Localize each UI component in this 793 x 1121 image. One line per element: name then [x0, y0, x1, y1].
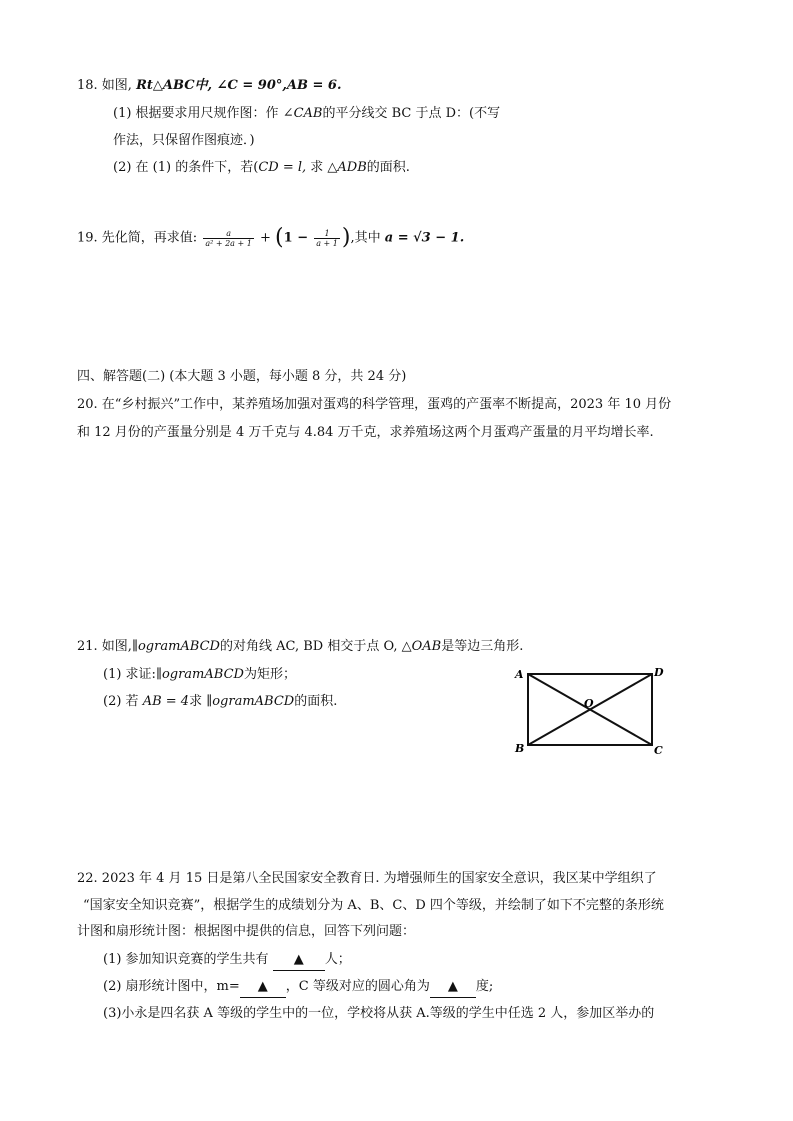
q18-stem-math: Rt△ABC中, ∠C = 90°,AB = 6.	[136, 78, 342, 93]
q18-part2-text-b: 求 △	[306, 160, 338, 175]
q18-part1	[113, 104, 500, 124]
q21-stem-text-b: 的对角线 AC, BD 相交于点 O, △	[219, 639, 412, 654]
q21-part1-text-a: (1) 求证:	[103, 667, 156, 682]
q22-part1-text-b: 人；	[324, 952, 351, 967]
q19-prefix: 19. 先化简，再求值:	[77, 230, 198, 246]
q18-part2-text-a: (2) 在 (1) 的条件下，若(	[113, 160, 259, 175]
q22-part2-text-b: ，C 等级对应的圆心角为	[285, 979, 430, 994]
q20-line-1: 20. 在“乡村振兴”工作中，某养殖场加强对蛋鸡的科学管理，蛋鸡的产蛋率不断提高，2023 年 10 月份	[77, 397, 672, 412]
q18-part2	[113, 158, 410, 178]
q21-part1-math: ∥ogramABCD	[155, 667, 244, 682]
q19-paren-open: (	[275, 225, 284, 250]
q22-part2	[103, 977, 493, 998]
q21-part2-math2: ∥ogramABCD	[206, 694, 295, 709]
q21-stem-text-a: 21. 如图,	[77, 639, 132, 654]
q22-line-2: “国家安全知识竞赛”，根据学生的成绩划分为 A、B、C、D 四个等级，并绘制了如下不完整的条形统	[83, 898, 664, 913]
q22-part1	[103, 950, 351, 971]
q22-answer-blank-3[interactable]: ▲	[430, 977, 476, 998]
q19-frac2-denominator: a + 1	[316, 238, 338, 248]
q19-plus: +	[259, 230, 271, 246]
q21-stem	[77, 637, 523, 657]
q18-part1-text-a: (1) 根据要求用尺规作图：作	[113, 106, 283, 121]
q18-part1-math: ∠CAB	[282, 106, 323, 121]
q21-part1	[103, 665, 296, 685]
q19-frac1-numerator: a	[203, 229, 254, 239]
q19-one-minus: 1 −	[283, 230, 309, 246]
vertex-label-a: A	[515, 668, 524, 681]
q18-part2-math1: CD = l,	[258, 160, 307, 175]
q22-answer-blank-2[interactable]: ▲	[240, 977, 286, 998]
q19-stem	[77, 226, 464, 251]
q19-suffix-math: a = √3 − 1.	[384, 230, 465, 246]
q21-part1-text-b: 为矩形；	[243, 667, 296, 682]
q19-fraction-2	[314, 229, 340, 248]
q18-stem	[77, 76, 342, 96]
q18-part1-cont: 作法，只保留作图痕迹．)	[113, 133, 255, 148]
q18-stem-prefix: 18. 如图,	[77, 78, 132, 93]
q22-line-1: 22. 2023 年 4 月 15 日是第八全民国家安全教育日. 为增强师生的国家安全意识，我区某中学组织了	[77, 871, 657, 886]
q19-fraction-1	[203, 229, 254, 248]
vertex-label-b: B	[515, 742, 525, 755]
q19-frac2-numerator: 1	[314, 229, 340, 239]
q22-part3: (3)小永是四名获 A 等级的学生中的一位，学校将从获 A.等级的学生中任选 2 人，参加区举办的	[103, 1006, 655, 1021]
q21-stem-math1: ∥ogramABCD	[131, 639, 220, 654]
q22-part1-text-a: (1) 参加知识竞赛的学生共有	[103, 952, 273, 967]
q21-part2-text-c: 的面积.	[294, 694, 338, 709]
q18-part1-text-b: 的平分线交 BC 于点 D：(不写	[322, 106, 501, 121]
q22-part2-text-c: 度;	[475, 979, 494, 994]
q21-part2-text-b: 求	[189, 694, 207, 709]
section-4-heading: 四、解答题(二) (本大题 3 小题，每小题 8 分，共 24 分)	[77, 369, 407, 384]
q21-stem-text-c: 是等边三角形.	[441, 639, 524, 654]
q22-answer-blank-1[interactable]: ▲	[273, 950, 325, 971]
q19-frac1-denominator: a² + 2a + 1	[205, 238, 252, 248]
rectangle-abcd-figure	[512, 662, 672, 757]
q18-part2-text-c: 的面积.	[366, 160, 410, 175]
q20-line-2: 和 12 月份的产蛋量分别是 4 万千克与 4.84 万千克，求养殖场这两个月蛋鸡产蛋量的月平均增长率.	[77, 425, 654, 440]
q22-line-3: 计图和扇形统计图：根据图中提供的信息，回答下列问题：	[77, 924, 416, 939]
vertex-label-c: C	[654, 744, 663, 757]
q21-stem-math2: OAB	[411, 639, 442, 654]
q18-part2-math2: ADB	[337, 160, 367, 175]
center-label-o: O	[584, 697, 594, 710]
q19-suffix-text: ,其中	[350, 230, 385, 246]
vertex-label-d: D	[654, 666, 664, 679]
q21-part2-text-a: (2) 若	[103, 694, 143, 709]
q22-part2-text-a: (2) 扇形统计图中，m=	[103, 979, 240, 994]
q19-paren-close: )	[341, 225, 351, 250]
q21-part2	[103, 692, 337, 712]
q21-part2-math1: AB = 4	[142, 694, 190, 709]
